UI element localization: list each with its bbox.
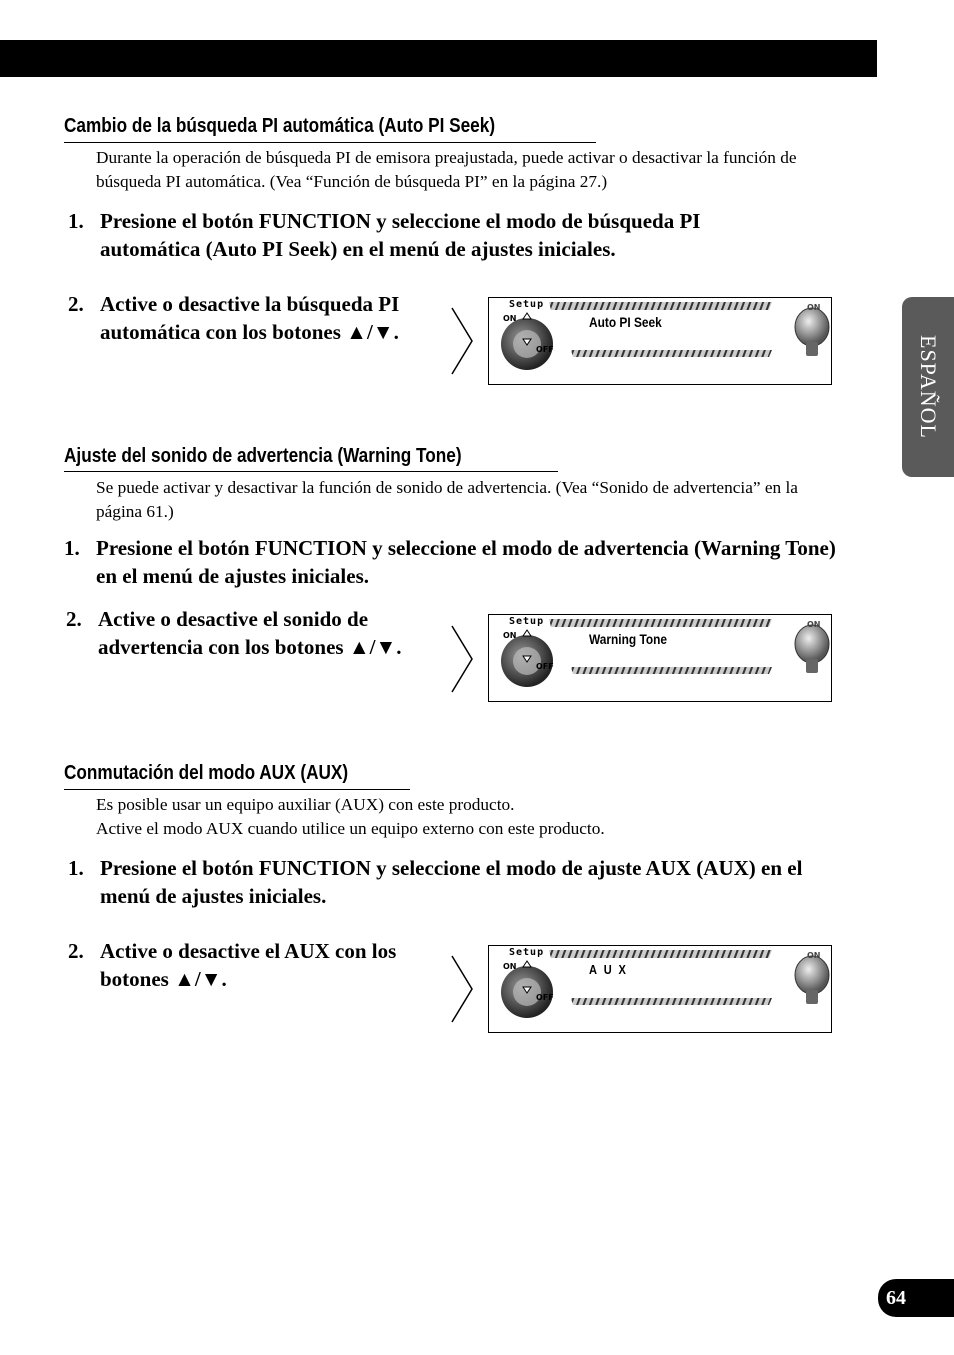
setup-label: Setup	[509, 616, 545, 627]
lcd-display	[488, 614, 832, 702]
on-label: ON	[503, 962, 517, 971]
bulb-on-label: ON	[807, 951, 821, 960]
lcd-graphics	[489, 946, 832, 1033]
step-number: 1.	[68, 856, 84, 880]
language-tab-label: ESPAÑOL	[916, 335, 941, 439]
section-body: Durante la operación de búsqueda PI de emisora preajustada, puede activar o desactivar la función de búsqueda PI automática. (Vea “Función de búsqueda PI” en la página 27.)	[96, 148, 797, 191]
page-number: 64	[878, 1279, 954, 1317]
on-label: ON	[503, 631, 517, 640]
step-text: Active o desactive el sonido de advertencia con los botones ▲/▼.	[98, 607, 402, 659]
arrow-right-icon	[450, 954, 474, 1024]
setup-label: Setup	[509, 299, 545, 310]
section-body: Active el modo AUX cuando utilice un equipo externo con este producto.	[96, 819, 605, 838]
step-1	[68, 207, 788, 263]
heading-underline	[64, 471, 558, 472]
step-number: 2.	[68, 292, 84, 316]
lcd-graphics	[489, 615, 832, 702]
language-tab	[902, 297, 954, 477]
step-number: 1.	[64, 536, 80, 560]
lcd-text: AUX	[589, 962, 633, 977]
section-body: Se puede activar y desactivar la función de sonido de advertencia. (Vea “Sonido de advertencia” en la página 61.)	[96, 478, 798, 521]
step-text: Active o desactive la búsqueda PI automática con los botones ▲/▼.	[100, 292, 400, 344]
step-text: Active o desactive el AUX con los botones ▲/▼.	[100, 939, 397, 991]
step-1	[68, 854, 828, 910]
section-heading-aux: Conmutación del modo AUX (AUX)	[64, 762, 349, 784]
step-text: Presione el botón FUNCTION y seleccione el modo de búsqueda PI automática (Auto PI Seek) en el menú de ajustes iniciales.	[100, 209, 701, 261]
step-2	[68, 290, 408, 346]
section-body: Es posible usar un equipo auxiliar (AUX) con este producto.	[96, 795, 515, 814]
section-heading-auto-pi-seek: Cambio de la búsqueda PI automática (Auto PI Seek)	[64, 115, 496, 137]
bulb-on-label: ON	[807, 620, 821, 629]
heading-underline	[64, 789, 410, 790]
off-label: OFF	[536, 662, 554, 671]
step-text: Presione el botón FUNCTION y seleccione el modo de advertencia (Warning Tone) en el menú de ajustes iniciales.	[96, 536, 836, 588]
lcd-text: Warning Tone	[589, 631, 668, 647]
step-1	[64, 534, 854, 590]
lcd-display	[488, 297, 832, 385]
step-number: 2.	[66, 607, 82, 631]
lcd-text: Auto PI Seek	[589, 314, 662, 330]
step-number: 2.	[68, 939, 84, 963]
heading-underline	[64, 142, 596, 143]
off-label: OFF	[536, 993, 554, 1002]
step-text: Presione el botón FUNCTION y seleccione el modo de ajuste AUX (AUX) en el menú de ajustes iniciales.	[100, 856, 803, 908]
off-label: OFF	[536, 345, 554, 354]
lcd-display	[488, 945, 832, 1033]
setup-label: Setup	[509, 947, 545, 958]
arrow-right-icon	[450, 624, 474, 694]
bulb-on-label: ON	[807, 303, 821, 312]
step-2	[66, 605, 406, 661]
step-2	[68, 937, 408, 993]
section-heading-warning-tone: Ajuste del sonido de advertencia (Warning Tone)	[64, 445, 462, 467]
on-label: ON	[503, 314, 517, 323]
header-bar	[0, 40, 877, 77]
lcd-graphics	[489, 298, 832, 385]
arrow-right-icon	[450, 306, 474, 376]
step-number: 1.	[68, 209, 84, 233]
